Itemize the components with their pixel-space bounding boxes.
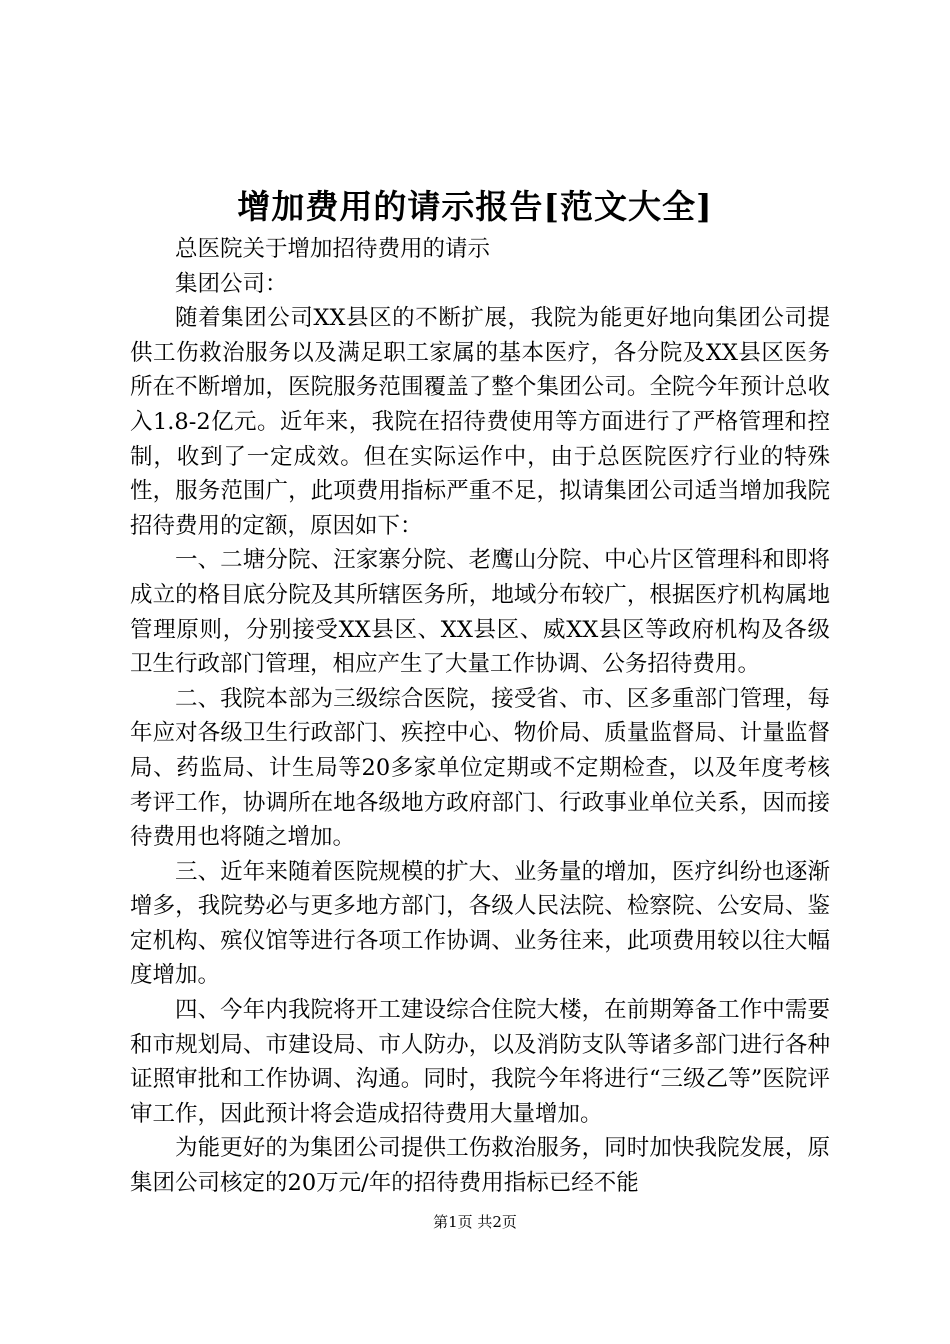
paragraph-intro: 随着集团公司XX县区的不断扩展，我院为能更好地向集团公司提供工伤救治服务以及满足职工家属的基本医疗，各分院及XX县区医务所在不断增加，医院服务范围覆盖了整个集团公司。全院今年预计总收入1.8-2亿元。近年来，我院在招待费使用等方面进行了严格管理和控制，收到了一定成效。但在实际运作中，由于总医院医疗行业的特殊性，服务范围广，此项费用指标严重不足，拟请集团公司适当增加我院招待费用的定额，原因如下： [130,305,830,539]
paragraph-reason-1: 一、二塘分院、汪家寨分院、老鹰山分院、中心片区管理科和即将成立的格目底分院及其所辖医务所，地域分布较广，根据医疗机构属地管理原则，分别接受XX县区、XX县区、威XX县区等政府机构及各级卫生行政部门管理，相应产生了大量工作协调、公务招待费用。 [130,547,830,678]
paragraph-conclusion: 为能更好的为集团公司提供工伤救治服务，同时加快我院发展，原集团公司核定的20万元/年的招待费用指标已经不能 [130,1135,830,1197]
subtitle-line: 总医院关于增加招待费用的请示 [175,236,491,262]
paragraph-reason-2: 二、我院本部为三级综合医院，接受省、市、区多重部门管理，每年应对各级卫生行政部门、疾控中心、物价局、质量监督局、计量监督局、药监局、计生局等20多家单位定期或不定期检查，以及年度考核考评工作，协调所在地各级地方政府部门、行政事业单位关系，因而接待费用也将随之增加。 [130,685,830,851]
document-body [130,232,830,1201]
salutation: 集团公司： [175,270,288,297]
paragraph-reason-4: 四、今年内我院将开工建设综合住院大楼，在前期筹备工作中需要和市规划局、市建设局、市人防办，以及消防支队等诸多部门进行各种证照审批和工作协调、沟通。同时，我院今年将进行“三级乙等”医院评审工作，因此预计将会造成招待费用大量增加。 [130,997,830,1127]
document-title: 增加费用的请示报告[范文大全] [237,187,713,226]
paragraph-reason-3: 三、近年来随着医院规模的扩大、业务量的增加，医疗纠纷也逐渐增多，我院势必与更多地方部门，各级人民法院、检察院、公安局、鉴定机构、殡仪馆等进行各项工作协调、业务往来，此项费用较以往大幅度增加。 [130,858,830,989]
page-footer: 第1页 共2页 [433,1213,517,1231]
